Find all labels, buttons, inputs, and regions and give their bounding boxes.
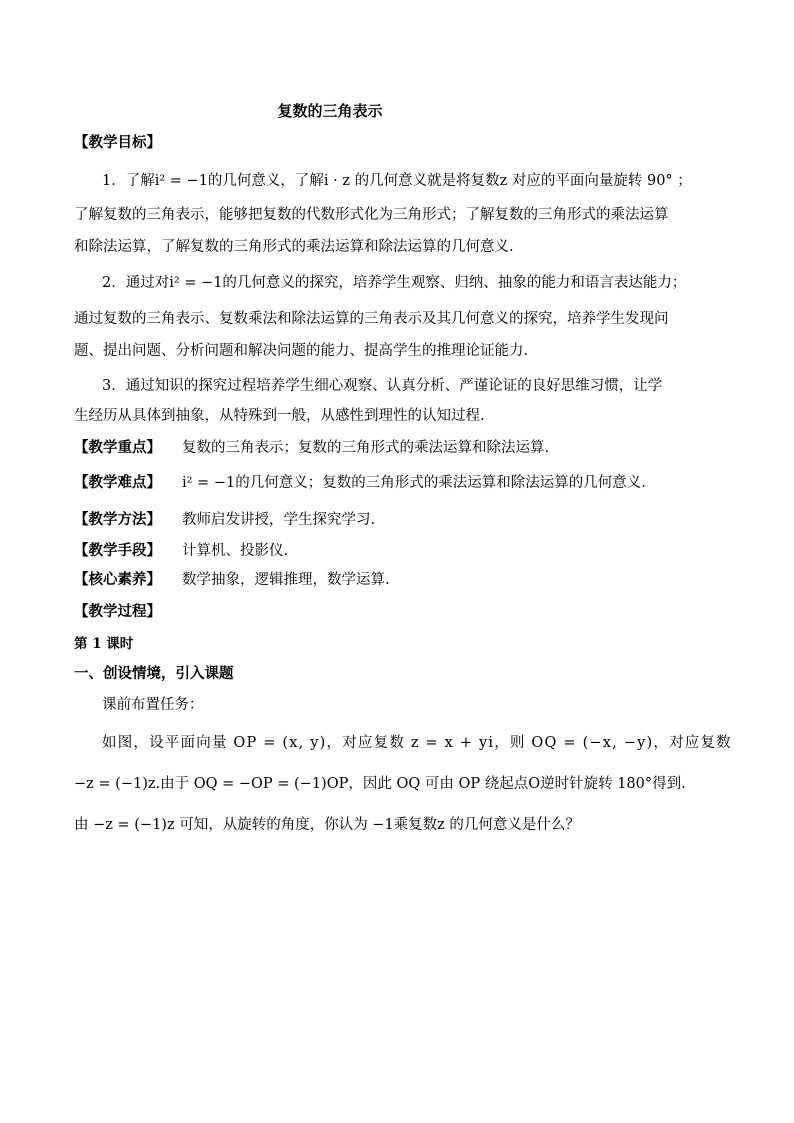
key-points-row [74, 438, 549, 458]
literacy-label: 【核心素养】 [74, 571, 161, 588]
objective-2-line-1: 2．通过对i² = −1的几何意义的探究，培养学生观察、归纳、抽象的能力和语言表达能力； [102, 275, 687, 291]
process-heading: 【教学过程】 [74, 603, 161, 620]
key-points-label: 【教学重点】 [74, 439, 161, 456]
difficulties-row [74, 473, 646, 493]
objective-1-line-2: 了解复数的三角表示，能够把复数的代数形式化为三角形式；了解复数的三角形式的乘法运算 [74, 207, 669, 223]
methods-row [74, 510, 375, 530]
objective-1-line-1: 1．了解i² = −1的几何意义，了解i · z 的几何意义就是将复数z 对应的平面向量旋转 90° ； [102, 173, 692, 189]
difficulties-label: 【教学难点】 [74, 474, 161, 491]
tools-row [74, 541, 288, 561]
methods-text: 教师启发讲授，学生探究学习. [182, 512, 376, 528]
objective-1-line-3: 和除法运算，了解复数的三角形式的乘法运算和除法运算的几何意义. [74, 239, 514, 255]
tools-label: 【教学手段】 [74, 542, 161, 559]
document-title: 复数的三角表示 [277, 102, 383, 120]
paragraph-line-1: 如图，设平面向量 OP = (x, y)，对应复数 z = x + yi，则 OQ = (−x, −y)，对应复数 [102, 735, 732, 751]
tools-text: 计算机、投影仪. [182, 543, 289, 559]
lesson-label: 第 1 课时 [74, 636, 134, 652]
paragraph-line-3: 由 −z = (−1)z 可知，从旋转的角度，你认为 −1乘复数z 的几何意义是什么？ [74, 817, 580, 833]
objective-2-line-3: 题、提出问题、分析问题和解决问题的能力、提高学生的推理论证能力. [74, 343, 529, 359]
literacy-text: 数学抽象，逻辑推理，数学运算. [182, 572, 390, 588]
objectives-heading: 【教学目标】 [74, 134, 161, 151]
objective-3-line-1: 3．通过知识的探究过程培养学生细心观察、认真分析、严谨论证的良好思维习惯，让学 [102, 378, 663, 394]
section-1-heading: 一、创设情境，引入课题 [74, 665, 234, 682]
paragraph-line-2: −z = (−1)z.由于 OQ = −OP = (−1)OP，因此 OQ 可由 OP 绕起点O逆时针旋转 180°得到. [74, 776, 686, 792]
literacy-row [74, 570, 390, 590]
methods-label: 【教学方法】 [74, 511, 161, 528]
objective-2-line-2: 通过复数的三角表示、复数乘法和除法运算的三角表示及其几何意义的探究，培养学生发现问 [74, 311, 669, 327]
objective-3-line-2: 生经历从具体到抽象，从特殊到一般，从感性到理性的认知过程. [74, 408, 485, 424]
key-points-text: 复数的三角表示；复数的三角形式的乘法运算和除法运算. [182, 440, 550, 456]
difficulties-text: i² = −1的几何意义；复数的三角形式的乘法运算和除法运算的几何意义. [182, 475, 646, 491]
task-text: 课前布置任务： [102, 697, 204, 713]
